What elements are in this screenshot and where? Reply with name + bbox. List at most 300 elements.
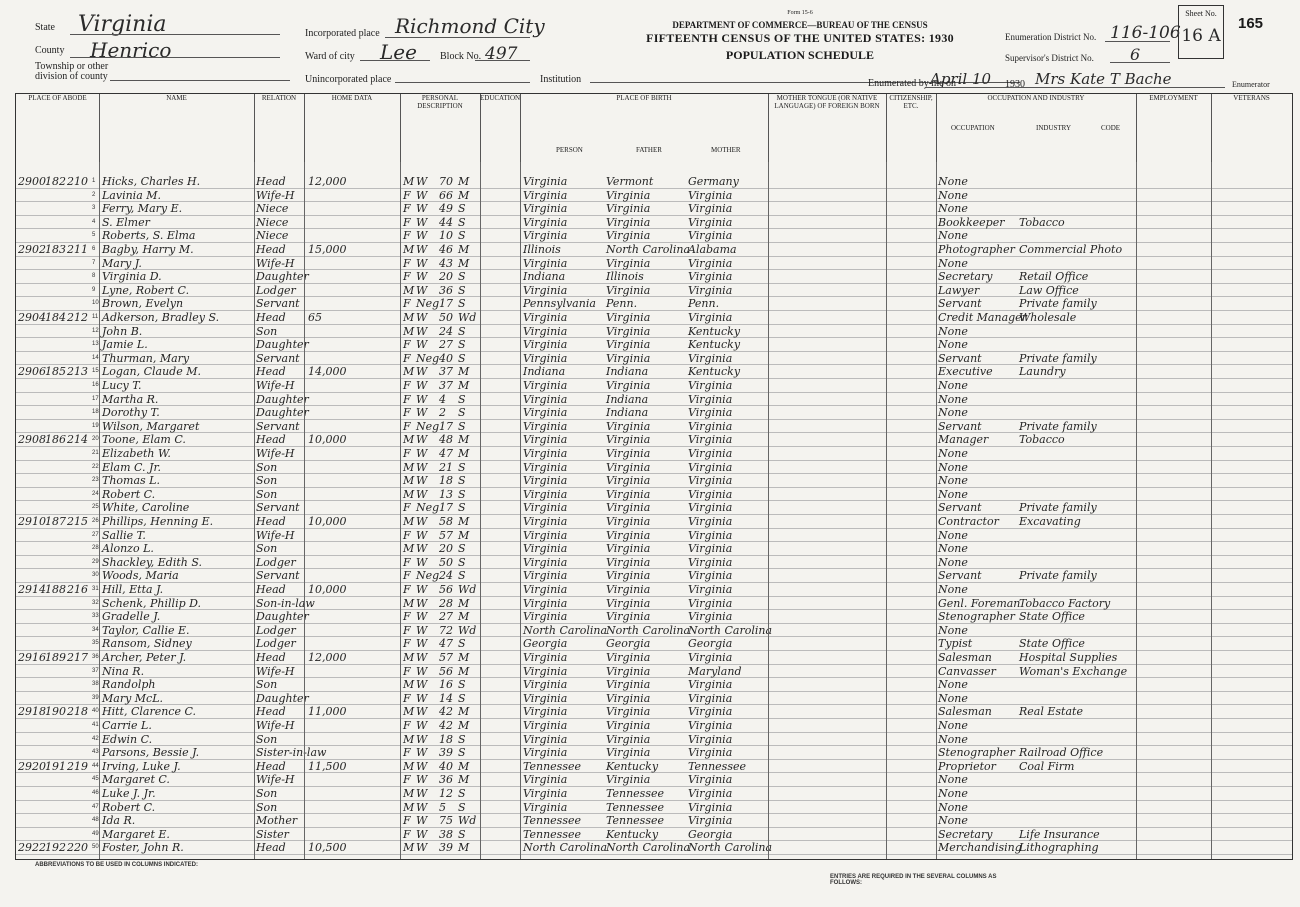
cell-rel: Mother <box>256 814 298 828</box>
cell-occ: Servant <box>938 569 982 583</box>
cell-name: Robert C. <box>102 487 156 501</box>
cell-v: 219 <box>67 759 88 773</box>
cell-father: Virginia <box>606 202 651 216</box>
cell-father: Virginia <box>606 528 651 542</box>
cell-occ: None <box>938 678 968 692</box>
cell-mother: Virginia <box>688 569 733 583</box>
cell-father: North Carolina <box>606 841 691 855</box>
cell-v: 212 <box>67 311 88 324</box>
cell-race: W <box>416 392 428 406</box>
cell-rel: Wife-H <box>256 188 295 202</box>
cell-sex: M <box>403 311 415 324</box>
cell-born: Virginia <box>523 433 568 447</box>
cell-fam: 190 <box>45 705 66 719</box>
cell-age: 17 <box>439 419 453 433</box>
col-citizenship: CITIZENSHIP, ETC. <box>886 94 937 162</box>
cell-val: 10,000 <box>308 515 347 528</box>
cell-ms: S <box>458 270 466 284</box>
cell-mother: Kentucky <box>688 338 741 352</box>
col-place-of-birth: PLACE OF BIRTH <box>520 94 769 162</box>
line-number: 6 <box>92 246 96 252</box>
cell-name: Gradelle J. <box>102 610 161 624</box>
cell-rel: Lodger <box>256 623 296 637</box>
cell-occ: Stenographer <box>938 610 1015 624</box>
cell-father: Georgia <box>606 637 651 651</box>
supervisor-value: 6 <box>1130 45 1141 64</box>
cell-mother: North Carolina <box>688 623 773 637</box>
cell-name: Logan, Claude M. <box>102 365 201 379</box>
cell-dw: 2908 <box>18 433 46 447</box>
cell-mother: Virginia <box>688 256 733 270</box>
cell-rel: Sister-in-law <box>256 746 327 760</box>
cell-ms: S <box>458 229 466 243</box>
cell-name: Foster, John R. <box>102 841 184 855</box>
line-number: 25 <box>92 504 99 511</box>
cell-sex: M <box>403 243 415 256</box>
cell-rel: Servant <box>256 419 300 433</box>
cell-mother: Virginia <box>688 678 733 692</box>
cell-occ: None <box>938 732 968 746</box>
cell-sex: F <box>403 338 411 352</box>
cell-born: Virginia <box>523 596 568 610</box>
cell-mother: Kentucky <box>688 324 741 338</box>
cell-age: 12 <box>439 787 453 800</box>
column-rule <box>520 162 521 859</box>
cell-v: 210 <box>67 175 88 188</box>
cell-name: Elam C. Jr. <box>102 460 162 474</box>
cell-father: Virginia <box>606 705 651 719</box>
cell-father: Virginia <box>606 311 651 324</box>
cell-mother: Virginia <box>688 773 733 787</box>
col-name: NAME <box>99 94 255 162</box>
cell-age: 18 <box>439 732 453 746</box>
cell-father: Virginia <box>606 188 651 202</box>
cell-mother: Virginia <box>688 229 733 243</box>
cell-race: W <box>416 188 428 202</box>
cell-occ: Lawyer <box>938 283 980 297</box>
cell-mother: Virginia <box>688 542 733 556</box>
cell-born: Virginia <box>523 311 568 324</box>
line-number: 12 <box>92 327 99 334</box>
cell-father: Virginia <box>606 501 651 515</box>
cell-mother: Virginia <box>688 651 733 664</box>
cell-ms: M <box>458 773 470 787</box>
cell-born: Virginia <box>523 447 568 460</box>
line-number: 2 <box>92 191 96 198</box>
enum-district-label: Enumeration District No. <box>1005 32 1097 42</box>
cell-father: Virginia <box>606 651 651 664</box>
cell-ms: S <box>458 351 466 365</box>
cell-race: W <box>416 705 428 719</box>
line-number: 18 <box>92 409 99 416</box>
cell-age: 24 <box>439 324 453 338</box>
cell-name: Ransom, Sidney <box>102 637 192 651</box>
cell-rel: Servant <box>256 569 300 583</box>
cell-sex: M <box>403 515 415 528</box>
cell-name: Lucy T. <box>102 379 142 392</box>
cell-sex: F <box>403 569 411 583</box>
cell-father: Virginia <box>606 746 651 760</box>
cell-born: Virginia <box>523 351 568 365</box>
cell-race: W <box>416 651 428 664</box>
cell-age: 4 <box>439 392 446 406</box>
cell-race: W <box>416 773 428 787</box>
cell-mother: Kentucky <box>688 365 741 379</box>
cell-born: Virginia <box>523 678 568 692</box>
cell-mother: Tennessee <box>688 759 746 773</box>
cell-born: Virginia <box>523 555 568 569</box>
cell-age: 27 <box>439 338 453 352</box>
cell-mother: Virginia <box>688 351 733 365</box>
cell-ms: S <box>458 542 466 556</box>
cell-ms: S <box>458 501 466 515</box>
cell-sex: M <box>403 474 415 488</box>
population-schedule-table <box>15 93 1293 860</box>
cell-sex: F <box>403 827 411 841</box>
cell-sex: M <box>403 365 415 379</box>
cell-father: North Carolina <box>606 243 691 256</box>
cell-occ: None <box>938 691 968 705</box>
cell-rel: Head <box>256 365 286 379</box>
col-place-of-abode: PLACE OF ABODE <box>16 94 100 162</box>
cell-born: Virginia <box>523 542 568 556</box>
cell-rel: Head <box>256 651 286 664</box>
cell-ind: Private family <box>1019 501 1097 515</box>
township-label: Township or other division of county <box>35 61 109 82</box>
ward-label: Ward of city <box>305 51 355 62</box>
cell-mother: Virginia <box>688 596 733 610</box>
cell-ind: Railroad Office <box>1019 746 1104 760</box>
subhead-person: PERSON <box>556 146 583 154</box>
cell-name: Elizabeth W. <box>102 447 171 460</box>
cell-age: 20 <box>439 542 453 556</box>
cell-occ: None <box>938 528 968 542</box>
cell-occ: None <box>938 487 968 501</box>
cell-rel: Son-in-law <box>256 596 315 610</box>
cell-name: Taylor, Callie E. <box>102 623 190 637</box>
cell-ms: S <box>458 419 466 433</box>
cell-v: 213 <box>67 365 88 379</box>
cell-rel: Daughter <box>256 392 309 406</box>
line-number: 49 <box>92 830 99 837</box>
cell-born: Virginia <box>523 583 568 596</box>
form-number: Form 15-6 <box>787 10 813 16</box>
cell-occ: None <box>938 392 968 406</box>
line-number: 32 <box>92 599 99 606</box>
cell-race: W <box>416 243 428 256</box>
cell-race: W <box>416 215 428 229</box>
col-home-data: HOME DATA <box>304 94 401 162</box>
cell-name: Robert C. <box>102 800 156 814</box>
cell-rel: Sister <box>256 827 289 841</box>
cell-father: Virginia <box>606 379 651 392</box>
cell-val: 10,500 <box>308 841 347 855</box>
cell-name: Hitt, Clarence C. <box>102 705 196 719</box>
cell-sex: M <box>403 460 415 474</box>
cell-sex: F <box>403 691 411 705</box>
line-number: 44 <box>92 762 99 769</box>
cell-race: W <box>416 474 428 488</box>
line-number: 34 <box>92 626 99 633</box>
cell-sex: F <box>403 447 411 460</box>
cell-race: W <box>416 175 428 188</box>
cell-name: John B. <box>102 324 143 338</box>
cell-occ: None <box>938 256 968 270</box>
cell-dw: 2902 <box>18 243 46 256</box>
cell-age: 40 <box>439 759 453 773</box>
column-rule <box>936 162 937 859</box>
line-number: 41 <box>92 722 99 728</box>
cell-ms: M <box>458 379 470 392</box>
cell-rel: Wife-H <box>256 773 295 787</box>
cell-father: Virginia <box>606 732 651 746</box>
cell-name: S. Elmer <box>102 215 150 229</box>
cell-race: W <box>416 555 428 569</box>
cell-age: 18 <box>439 474 453 488</box>
cell-mother: Virginia <box>688 392 733 406</box>
cell-ind: Hospital Supplies <box>1019 651 1118 664</box>
cell-v: 211 <box>67 243 88 256</box>
cell-sex: M <box>403 800 415 814</box>
line-number: 45 <box>92 776 99 783</box>
cell-rel: Lodger <box>256 637 296 651</box>
cell-age: 27 <box>439 610 453 624</box>
cell-mother: Virginia <box>688 746 733 760</box>
cell-val: 10,000 <box>308 583 347 596</box>
line-number: 28 <box>92 545 99 552</box>
cell-rel: Head <box>256 243 286 256</box>
cell-ms: S <box>458 678 466 692</box>
cell-born: Virginia <box>523 610 568 624</box>
cell-born: Virginia <box>523 256 568 270</box>
cell-name: Mary J. <box>102 256 142 270</box>
cell-ms: S <box>458 637 466 651</box>
col-personal-description: PERSONAL DESCRIPTION <box>400 94 481 162</box>
line-number: 11 <box>92 314 99 320</box>
cell-father: Virginia <box>606 215 651 229</box>
block-value: 497 <box>485 44 518 64</box>
column-rule <box>254 162 255 859</box>
cell-born: Virginia <box>523 515 568 528</box>
line-number: 46 <box>92 790 99 796</box>
cell-age: 24 <box>439 569 453 583</box>
cell-val: 12,000 <box>308 651 347 664</box>
cell-born: Virginia <box>523 215 568 229</box>
cell-ms: S <box>458 406 466 420</box>
cell-born: North Carolina <box>523 841 608 855</box>
col-veterans: VETERANS <box>1233 94 1270 102</box>
cell-occ: Bookkeeper <box>938 215 1005 229</box>
cell-father: North Carolina <box>606 623 691 637</box>
cell-age: 47 <box>439 637 453 651</box>
cell-mother: Virginia <box>688 515 733 528</box>
cell-occ: None <box>938 202 968 216</box>
cell-age: 44 <box>439 215 453 229</box>
cell-rel: Son <box>256 487 278 501</box>
cell-father: Penn. <box>606 297 638 311</box>
cell-born: Virginia <box>523 379 568 392</box>
cell-occ: None <box>938 188 968 202</box>
cell-sex: M <box>403 283 415 297</box>
cell-age: 40 <box>439 351 453 365</box>
cell-val: 14,000 <box>308 365 347 379</box>
cell-ms: M <box>458 256 470 270</box>
cell-val: 12,000 <box>308 175 347 188</box>
cell-age: 10 <box>439 229 453 243</box>
cell-name: Brown, Evelyn <box>102 297 184 311</box>
cell-age: 38 <box>439 827 453 841</box>
cell-race: W <box>416 229 428 243</box>
cell-father: Virginia <box>606 460 651 474</box>
cell-father: Virginia <box>606 433 651 447</box>
line-number: 30 <box>92 572 99 579</box>
cell-ind: Laundry <box>1019 365 1066 379</box>
cell-ind: Tobacco <box>1019 433 1065 447</box>
cell-race: W <box>416 637 428 651</box>
cell-mother: Virginia <box>688 487 733 501</box>
cell-dw: 2910 <box>18 515 46 528</box>
cell-name: White, Caroline <box>102 501 190 515</box>
cell-race: W <box>416 487 428 501</box>
line-number: 42 <box>92 735 99 742</box>
cell-rel: Son <box>256 542 278 556</box>
cell-dw: 2918 <box>18 705 46 719</box>
cell-ind: State Office <box>1019 637 1085 651</box>
cell-occ: Servant <box>938 351 982 365</box>
cell-race: W <box>416 447 428 460</box>
cell-sex: F <box>403 501 411 515</box>
col-relation: RELATION <box>254 94 305 162</box>
cell-born: Indiana <box>523 270 566 284</box>
cell-name: Thomas L. <box>102 474 160 488</box>
cell-mother: Virginia <box>688 814 733 828</box>
cell-v: 220 <box>67 841 88 855</box>
cell-rel: Wife-H <box>256 447 295 460</box>
cell-ind: Private family <box>1019 419 1097 433</box>
cell-born: Georgia <box>523 637 568 651</box>
line-number: 1 <box>92 178 96 184</box>
cell-ms: S <box>458 215 466 229</box>
cell-father: Indiana <box>606 392 649 406</box>
cell-ms: M <box>458 705 470 719</box>
line-number: 23 <box>92 477 99 484</box>
census-year: 1930 <box>1005 79 1025 90</box>
cell-sex: F <box>403 773 411 787</box>
cell-race: W <box>416 202 428 216</box>
cell-occ: Typist <box>938 637 973 651</box>
line-number: 36 <box>92 654 99 660</box>
cell-rel: Son <box>256 732 278 746</box>
cell-name: Sallie T. <box>102 528 146 542</box>
cell-ind: Law Office <box>1019 283 1079 297</box>
block-label: Block No. <box>440 51 482 62</box>
cell-occ: None <box>938 229 968 243</box>
col-employment: EMPLOYMENT <box>1136 94 1212 162</box>
cell-age: 50 <box>439 555 453 569</box>
cell-race: W <box>416 542 428 556</box>
line-number: 47 <box>92 803 99 810</box>
cell-ms: S <box>458 487 466 501</box>
cell-mother: Virginia <box>688 379 733 392</box>
cell-name: Margaret C. <box>102 773 170 787</box>
cell-ind: Real Estate <box>1019 705 1083 719</box>
cell-occ: None <box>938 555 968 569</box>
cell-father: Virginia <box>606 474 651 488</box>
cell-mother: Georgia <box>688 637 733 651</box>
cell-mother: Virginia <box>688 555 733 569</box>
cell-val: 15,000 <box>308 243 347 256</box>
enum-district-value: 116-106 <box>1110 23 1181 43</box>
cell-race: W <box>416 678 428 692</box>
cell-father: Virginia <box>606 419 651 433</box>
cell-dw: 2920 <box>18 759 46 773</box>
cell-ind: Excavating <box>1019 515 1081 528</box>
sheet-value: 16 A <box>1181 26 1221 46</box>
cell-ms: M <box>458 515 470 528</box>
cell-mother: Virginia <box>688 583 733 596</box>
cell-born: Virginia <box>523 338 568 352</box>
cell-fam: 192 <box>45 841 66 855</box>
entries-note: ENTRIES ARE REQUIRED IN THE SEVERAL COLUMNS AS FOLLOWS: <box>830 874 997 886</box>
cell-born: Virginia <box>523 487 568 501</box>
cell-name: Schenk, Phillip D. <box>102 596 202 610</box>
cell-age: 16 <box>439 678 453 692</box>
cell-sex: F <box>403 297 411 311</box>
cell-father: Virginia <box>606 515 651 528</box>
cell-val: 11,500 <box>308 759 347 773</box>
cell-father: Virginia <box>606 583 651 596</box>
cell-occ: None <box>938 719 968 732</box>
cell-sex: F <box>403 719 411 732</box>
cell-ms: S <box>458 283 466 297</box>
cell-occ: None <box>938 773 968 787</box>
cell-sex: F <box>403 379 411 392</box>
line-number: 17 <box>92 395 99 402</box>
cell-ms: M <box>458 759 470 773</box>
cell-mother: Germany <box>688 175 739 188</box>
cell-sex: M <box>403 596 415 610</box>
cell-dw: 2922 <box>18 841 46 855</box>
cell-born: Indiana <box>523 365 566 379</box>
cell-born: Virginia <box>523 773 568 787</box>
cell-age: 17 <box>439 501 453 515</box>
cell-occ: None <box>938 583 968 596</box>
cell-race: W <box>416 664 428 678</box>
cell-ms: M <box>458 841 470 855</box>
cell-val: 65 <box>308 311 322 324</box>
cell-sex: F <box>403 664 411 678</box>
county-value: Henrico <box>90 38 172 62</box>
cell-v: 217 <box>67 651 88 664</box>
cell-age: 72 <box>439 623 453 637</box>
subhead-mother: MOTHER <box>711 146 741 154</box>
cell-rel: Son <box>256 800 278 814</box>
cell-occ: Genl. Foreman <box>938 596 1021 610</box>
cell-ms: M <box>458 528 470 542</box>
cell-born: Virginia <box>523 501 568 515</box>
cell-born: Virginia <box>523 175 568 188</box>
cell-race: Neg <box>416 419 440 433</box>
cell-rel: Head <box>256 841 286 855</box>
cell-ms: M <box>458 433 470 447</box>
cell-ms: M <box>458 596 470 610</box>
cell-father: Virginia <box>606 678 651 692</box>
line-number: 29 <box>92 558 99 565</box>
cell-val: 10,000 <box>308 433 347 447</box>
cell-ms: S <box>458 202 466 216</box>
line-number: 31 <box>92 586 99 592</box>
county-label: County <box>35 45 65 56</box>
